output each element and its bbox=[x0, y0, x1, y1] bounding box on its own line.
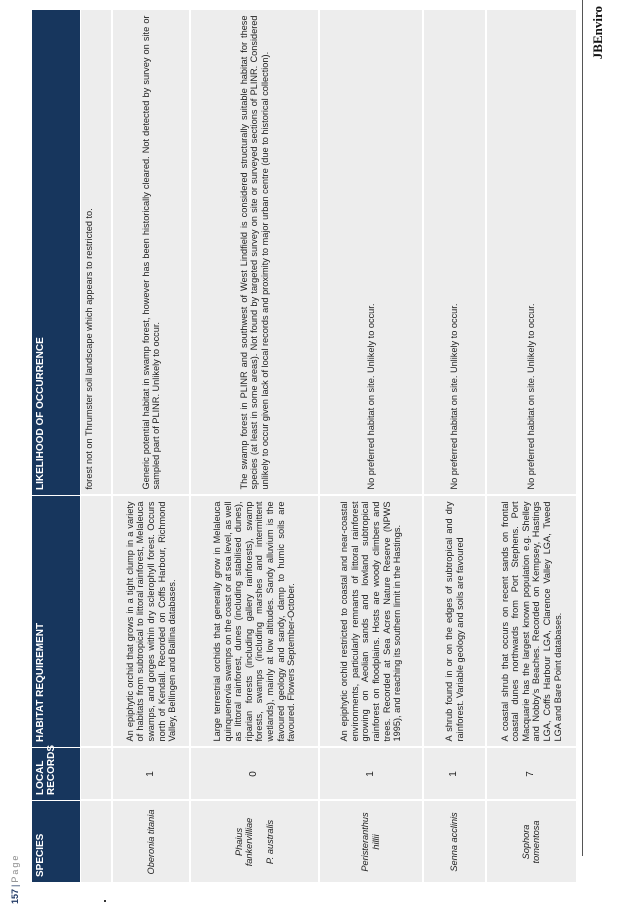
species-name-alt: P. australis bbox=[264, 819, 275, 865]
col-records-header: LOCAL RECORDS bbox=[32, 748, 81, 801]
col-species-header: SPECIES bbox=[32, 801, 81, 883]
species-cell: Peristeranthus hillii bbox=[319, 801, 424, 883]
records-cell: 1 bbox=[319, 748, 424, 801]
habitat-cell: An epiphytic orchid restricted to coastal and near-coastal environments, particularly remnants of littoral rainforest growing on Aeolian sands and lowland subtropical rainforest on floodplains. Hosts are woody climbers and trees. Recorded at Sea Acres Nature Reserve (NPWS 1995), and reaching its southern limit in the Hastings. bbox=[319, 496, 424, 748]
table-row bbox=[81, 10, 113, 883]
species-cell: Oberonia titania bbox=[112, 801, 190, 883]
records-cell: 1 bbox=[423, 748, 485, 801]
stray-dot bbox=[104, 900, 106, 902]
records-cell: 0 bbox=[190, 748, 319, 801]
habitat-cell bbox=[81, 496, 113, 748]
species-cell bbox=[190, 801, 319, 883]
table-row bbox=[319, 10, 424, 883]
species-spacer bbox=[255, 807, 265, 878]
habitat-cell: Large terrestrial orchids that generally grow in Melaleuca quinquenervia swamps on the coast or at sea level, as well as littoral rainforest, dunes (including stabilised dunes), riparian forests (including gallery rainforests), swamp forests, swamps (including marshes and intermittent wetlands), mainly at low altitudes. Sandy alluvium is the favoured geology and sandy, damp to humic soils are favoured. Flowers September-October. bbox=[190, 496, 319, 748]
species-name: Phaius fankervilliae bbox=[233, 817, 255, 867]
records-cell: 7 bbox=[486, 748, 577, 801]
likelihood-cell: No preferred habitat on site. Unlikely to occur. bbox=[319, 10, 424, 496]
likelihood-cell: No preferred habitat on site. Unlikely to occur. bbox=[423, 10, 485, 496]
species-cell: Senna acclinis bbox=[423, 801, 485, 883]
habitat-cell: A coastal shrub that occurs on recent sands on frontal coastal dunes northwards from Port Stephens. Port Macquarie has the largest known population e.g. Shelley and Nobby's Beaches. Recorded on Kempsey, Hastings LGA, Coffs Harbour LGA, Clarence Valley LGA, Tweed LGA and Bare Point databases. bbox=[486, 496, 577, 748]
header-rule bbox=[582, 0, 583, 856]
habitat-cell: An epiphytic orchid that grows in a tight clump in a variety of habitats from subtropical to littoral rainforest, Melaleuca swamps, and gorges within dry sclerophyll forest. Occurs north of Kendall. Recorded on Coffs Harbour, Richmond Valley, Bellingen and Ballina databases. bbox=[112, 496, 190, 748]
table-row bbox=[112, 10, 190, 883]
page-number: 157 bbox=[10, 888, 20, 904]
table-row bbox=[423, 10, 485, 883]
brand-logo: JBEnviro bbox=[590, 6, 605, 60]
col-likelihood-header: LIKELIHOOD OF OCCURRENCE bbox=[32, 10, 81, 496]
table-row bbox=[190, 10, 319, 883]
likelihood-cell: The swamp forest in PLINR and southwest of West Lindfield is considered structurally suitable habitat for these species (at least in some areas). Not found by targeted survey on site or surveyed sections of PLINR. Considered unlikely to occur given lack of local records and proximity to major urban centre (due to historical collection). bbox=[190, 10, 319, 496]
col-habitat-header: HABITAT REQUIREMENT bbox=[32, 496, 81, 748]
likelihood-cell: No preferred habitat on site. Unlikely to occur. bbox=[486, 10, 577, 496]
likelihood-cell: forest not on Thrumster soil landscape which appears to restricted to. bbox=[81, 10, 113, 496]
species-table bbox=[31, 9, 578, 884]
species-cell: Sophora tomentosa bbox=[486, 801, 577, 883]
table-row bbox=[486, 10, 577, 883]
page-footer bbox=[10, 854, 20, 904]
habitat-cell: A shrub found in or on the edges of subtropical and dry rainforest. Variable geology and soils are favoured bbox=[423, 496, 485, 748]
likelihood-cell: Generic potential habitat in swamp forest, however has been historically cleared. Not detected by survey on site or sampled part of PLINR. Unlikely to occur. bbox=[112, 10, 190, 496]
table-header-row bbox=[32, 10, 81, 883]
species-cell bbox=[81, 801, 113, 883]
records-cell: 1 bbox=[112, 748, 190, 801]
page-word: Page bbox=[10, 853, 20, 883]
footer-separator: | bbox=[10, 884, 20, 887]
records-cell bbox=[81, 748, 113, 801]
